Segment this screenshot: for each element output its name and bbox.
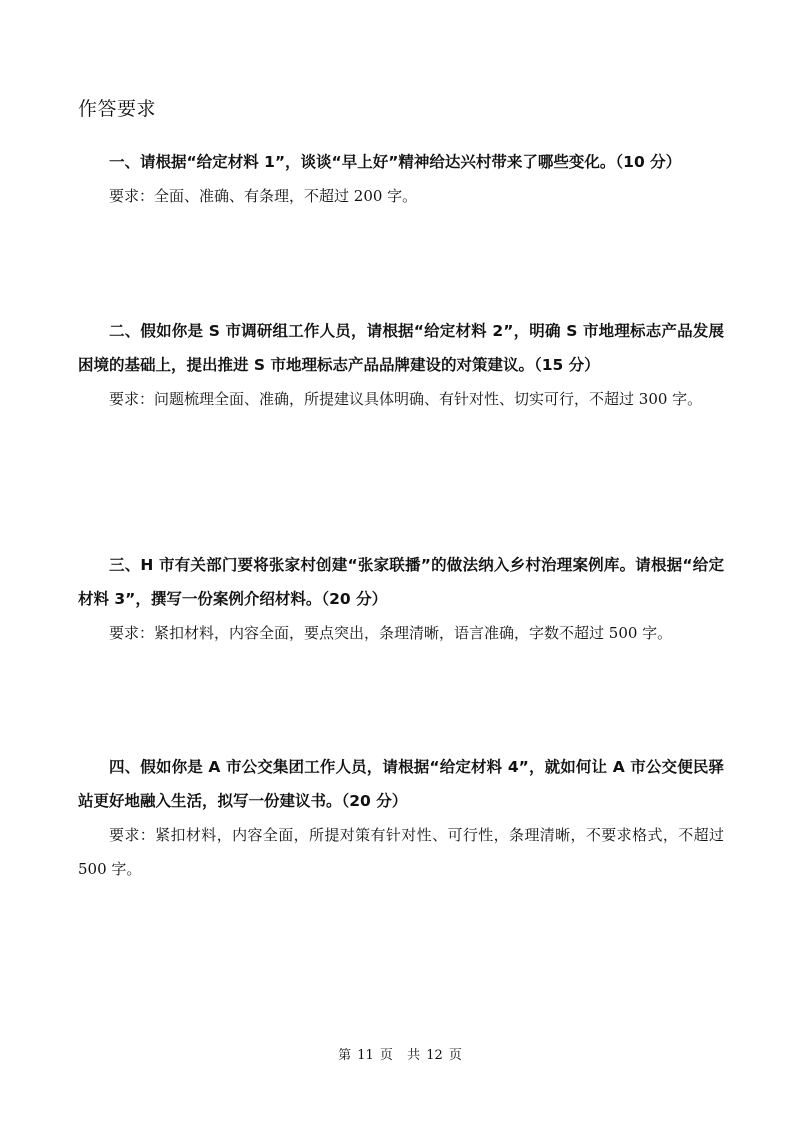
question-1-text: 一、请根据“给定材料 1”，谈谈“早上好”精神给达兴村带来了哪些变化。（10 分） — [109, 153, 682, 171]
question-3-requirement: 要求：紧扣材料，内容全面，要点突出，条理清晰，语言准确，字数不超过 500 字。 — [109, 624, 673, 642]
question-4 — [78, 750, 724, 886]
page-total: 共 12 页 — [407, 1048, 462, 1063]
question-3-text: 三、H 市有关部门要将张家村创建“张家联播”的做法纳入乡村治理案例库。请根据“给定材料 3”，撰写一份案例介绍材料。（20 分） — [78, 556, 724, 608]
question-2-text: 二、假如你是 S 市调研组工作人员，请根据“给定材料 2”，明确 S 市地理标志产品发展困境的基础上，提出推进 S 市地理标志产品品牌建设的对策建议。（15 分） — [78, 322, 724, 374]
question-3 — [78, 548, 724, 650]
page-footer — [0, 1044, 800, 1063]
question-2 — [78, 314, 724, 416]
page-number: 第 11 页 — [338, 1048, 393, 1063]
question-1-requirement: 要求：全面、准确、有条理，不超过 200 字。 — [109, 187, 418, 205]
question-2-requirement: 要求：问题梳理全面、准确，所提建议具体明确、有针对性、切实可行，不超过 300 字。 — [109, 390, 703, 408]
question-4-text: 四、假如你是 A 市公交集团工作人员，请根据“给定材料 4”，就如何让 A 市公交便民驿站更好地融入生活，拟写一份建议书。（20 分） — [78, 758, 724, 810]
section-heading: 作答要求 — [78, 98, 157, 120]
question-1 — [78, 145, 724, 213]
question-4-requirement: 要求：紧扣材料，内容全面，所提对策有针对性、可行性，条理清晰，不要求格式，不超过 500 字。 — [78, 826, 724, 878]
